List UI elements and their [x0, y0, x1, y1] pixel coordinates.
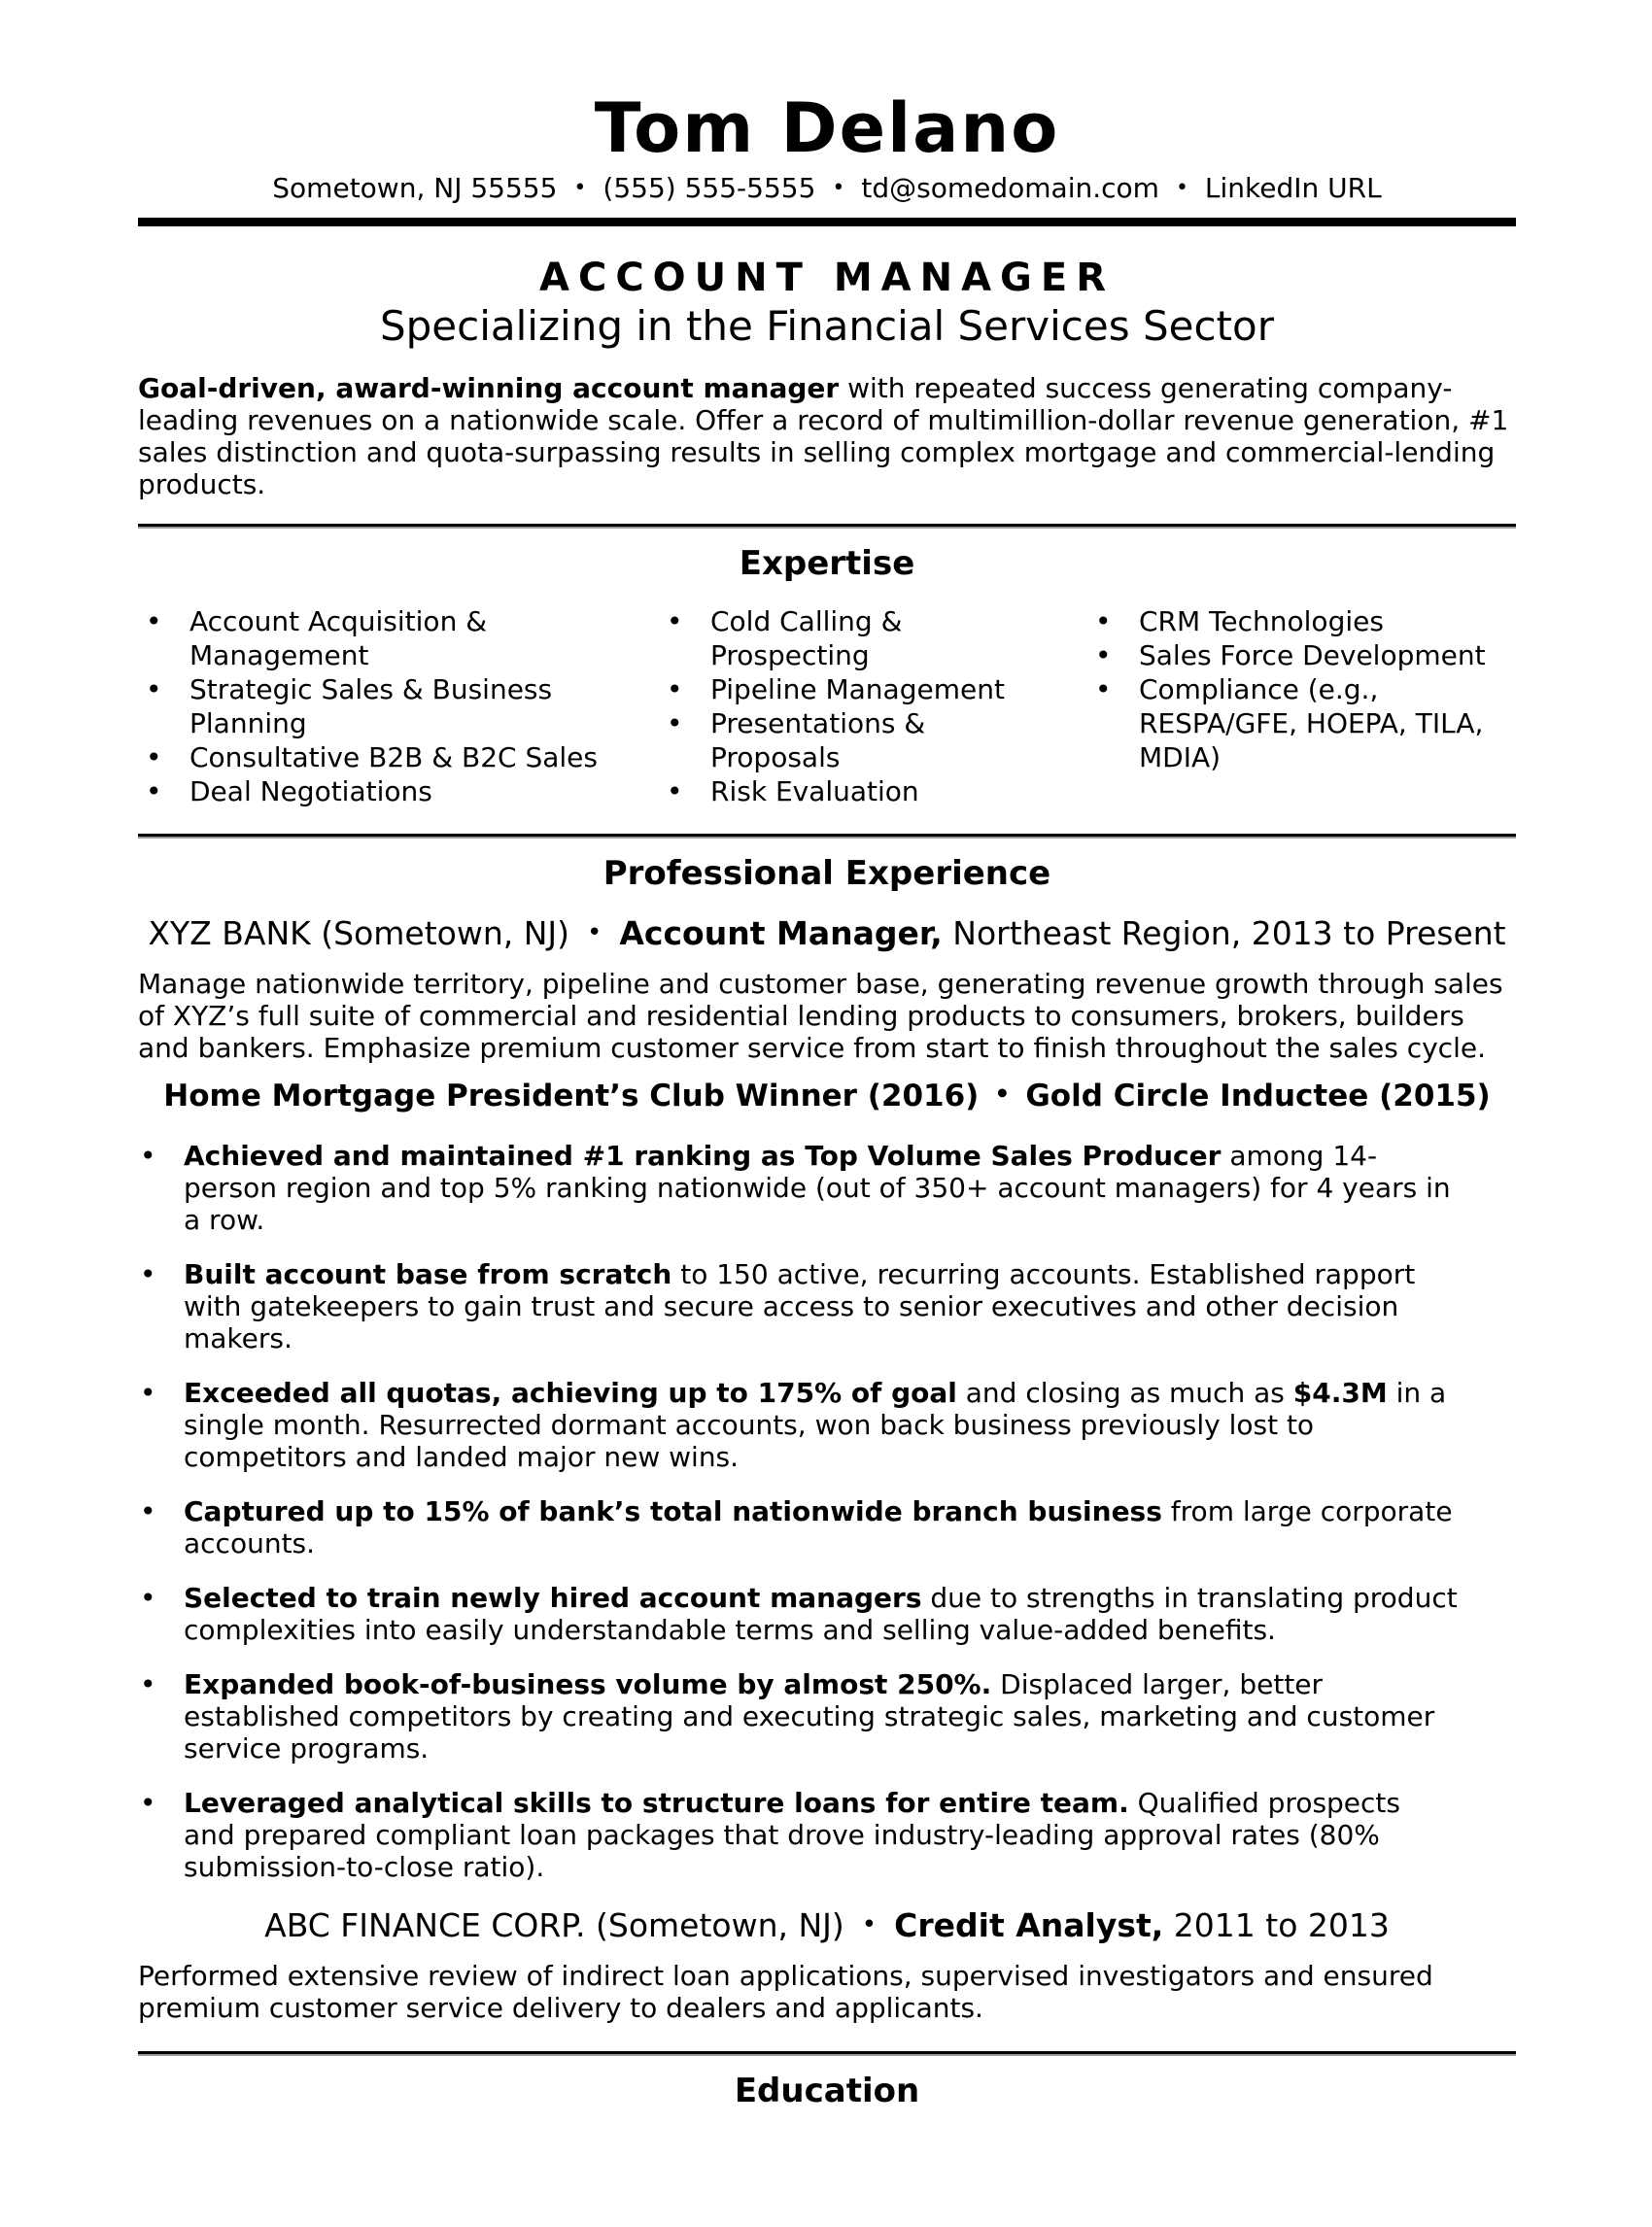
section-divider	[138, 524, 1516, 529]
job1-achievements	[138, 1140, 1460, 1883]
summary-rest: with repeated success generating company-leading revenues on a nationwide scale. Offer a record of multimillion-dollar revenue generation, #1 sales distinction and quota-surpassing results in selling complex mortgage and commercial-lending products.	[138, 372, 1509, 500]
resume-page	[0, 89, 1652, 2227]
bullet-text: Qualified prospects and prepared compliant loan packages that drove industry-leading approval rates (80% submission-to-close ratio).	[184, 1787, 1400, 1883]
list-item: • Sales Force Development	[1093, 638, 1498, 672]
bullet-lead-bold: Expanded book-of-business volume by almost 250%.	[184, 1668, 992, 1700]
bullet-separator-icon: •	[861, 1910, 878, 1939]
bullet-text: from large corporate accounts.	[184, 1495, 1453, 1559]
bullet-lead-bold: Achieved and maintained #1 ranking as Top Volume Sales Producer	[184, 1140, 1222, 1172]
list-item: • Strategic Sales & Business Planning	[144, 672, 617, 740]
job1-headline	[138, 914, 1516, 952]
list-item	[138, 1377, 1460, 1473]
list-item: • CRM Technologies	[1093, 604, 1498, 638]
job2-company: ABC FINANCE CORP. (Sometown, NJ)	[264, 1906, 844, 1944]
job1-title: Account Manager,	[619, 914, 943, 952]
award-left: Home Mortgage President’s Club Winner (2016)	[163, 1079, 980, 1114]
candidate-name: Tom Delano	[594, 88, 1060, 168]
job1-meta: Northeast Region, 2013 to Present	[942, 914, 1506, 952]
job1-awards	[138, 1076, 1516, 1114]
contact-line	[138, 173, 1516, 204]
list-item	[138, 1495, 1460, 1559]
job1-company: XYZ BANK (Sometown, NJ)	[148, 914, 570, 952]
education-heading: Education	[734, 2072, 920, 2110]
list-item: • Consultative B2B & B2C Sales	[144, 740, 617, 774]
job2-title: Credit Analyst,	[894, 1906, 1164, 1944]
header-divider	[138, 218, 1516, 226]
job2-headline	[138, 1906, 1516, 1944]
bullet-separator-icon: •	[587, 918, 602, 947]
list-item: • Presentations & Proposals	[665, 706, 1031, 774]
bullet-lead-bold: $4.3M	[1292, 1377, 1388, 1409]
list-item: • Account Acquisition & Management	[144, 604, 617, 672]
list-item: • Compliance (e.g., RESPA/GFE, HOEPA, TILA, MDIA)	[1093, 672, 1498, 774]
role-title: ACCOUNT MANAGER	[539, 256, 1115, 300]
experience-heading: Professional Experience	[602, 854, 1051, 893]
list-item	[138, 1258, 1460, 1354]
bullet-separator-icon: •	[573, 176, 587, 200]
list-item	[138, 1582, 1460, 1646]
contact-phone: (555) 555-5555	[602, 172, 816, 204]
list-item: • Cold Calling & Prospecting	[665, 604, 1031, 672]
list-item	[138, 1140, 1460, 1236]
list-item	[138, 1787, 1460, 1883]
bullet-lead-bold: Captured up to 15% of bank’s total nationwide branch business	[184, 1495, 1162, 1527]
contact-linkedin: LinkedIn URL	[1204, 172, 1382, 204]
summary-paragraph	[138, 372, 1516, 500]
job2-description: Performed extensive review of indirect loan applications, supervised investigators and ensured premium customer service delivery to dealers and applicants.	[138, 1960, 1433, 2024]
summary-lead: Goal-driven, award-winning account manager	[138, 372, 840, 404]
bullet-separator-icon: •	[994, 1079, 1011, 1108]
bullet-lead-bold: Leveraged analytical skills to structure loans for entire team.	[184, 1787, 1129, 1819]
list-item: • Deal Negotiations	[144, 774, 617, 808]
contact-email: td@somedomain.com	[861, 172, 1159, 204]
bullet-text: Displaced larger, better established competitors by creating and executing strategic sales, marketing and customer service programs.	[184, 1668, 1435, 1764]
bullet-text: and closing as much as	[956, 1377, 1293, 1409]
job1-description: Manage nationwide territory, pipeline and customer base, generating revenue growth through sales of XYZ’s full suite of commercial and residential lending products to consumers, brokers, builders and bankers. Emphasize premium customer service from start to finish throughout the sales cycle.	[138, 968, 1503, 1064]
list-item	[138, 1668, 1460, 1764]
section-divider	[138, 834, 1516, 839]
expertise-column-3	[1093, 604, 1498, 774]
job2-meta: 2011 to 2013	[1163, 1906, 1390, 1944]
expertise-column-2	[665, 604, 1031, 808]
award-right: Gold Circle Inductee (2015)	[1025, 1079, 1491, 1114]
expertise-heading: Expertise	[739, 544, 915, 583]
bullet-text: to 150 active, recurring accounts. Established rapport with gatekeepers to gain trust and secure access to senior executives and other decision makers.	[184, 1258, 1416, 1354]
bullet-separator-icon: •	[832, 176, 845, 200]
contact-location: Sometown, NJ 55555	[272, 172, 558, 204]
role-subtitle: Specializing in the Financial Services Sector	[379, 302, 1274, 350]
section-divider	[138, 2051, 1516, 2056]
expertise-columns	[138, 604, 1516, 808]
list-item: • Pipeline Management	[665, 672, 1031, 706]
bullet-lead-bold: Built account base from scratch	[184, 1258, 672, 1290]
bullet-text: due to strengths in translating product complexities into easily understandable terms and selling value-added benefits.	[184, 1582, 1458, 1646]
bullet-separator-icon: •	[1175, 176, 1188, 200]
bullet-text: among 14-person region and top 5% ranking nationwide (out of 350+ account managers) for 4 years in a row.	[184, 1140, 1451, 1236]
bullet-text: in a single month. Resurrected dormant accounts, won back business previously lost to competitors and landed major new wins.	[184, 1377, 1447, 1473]
bullet-lead-bold: Selected to train newly hired account managers	[184, 1582, 922, 1614]
list-item: • Risk Evaluation	[665, 774, 1031, 808]
bullet-lead-bold: Exceeded all quotas, achieving up to 175% of goal	[184, 1377, 957, 1409]
expertise-column-1	[144, 604, 617, 808]
